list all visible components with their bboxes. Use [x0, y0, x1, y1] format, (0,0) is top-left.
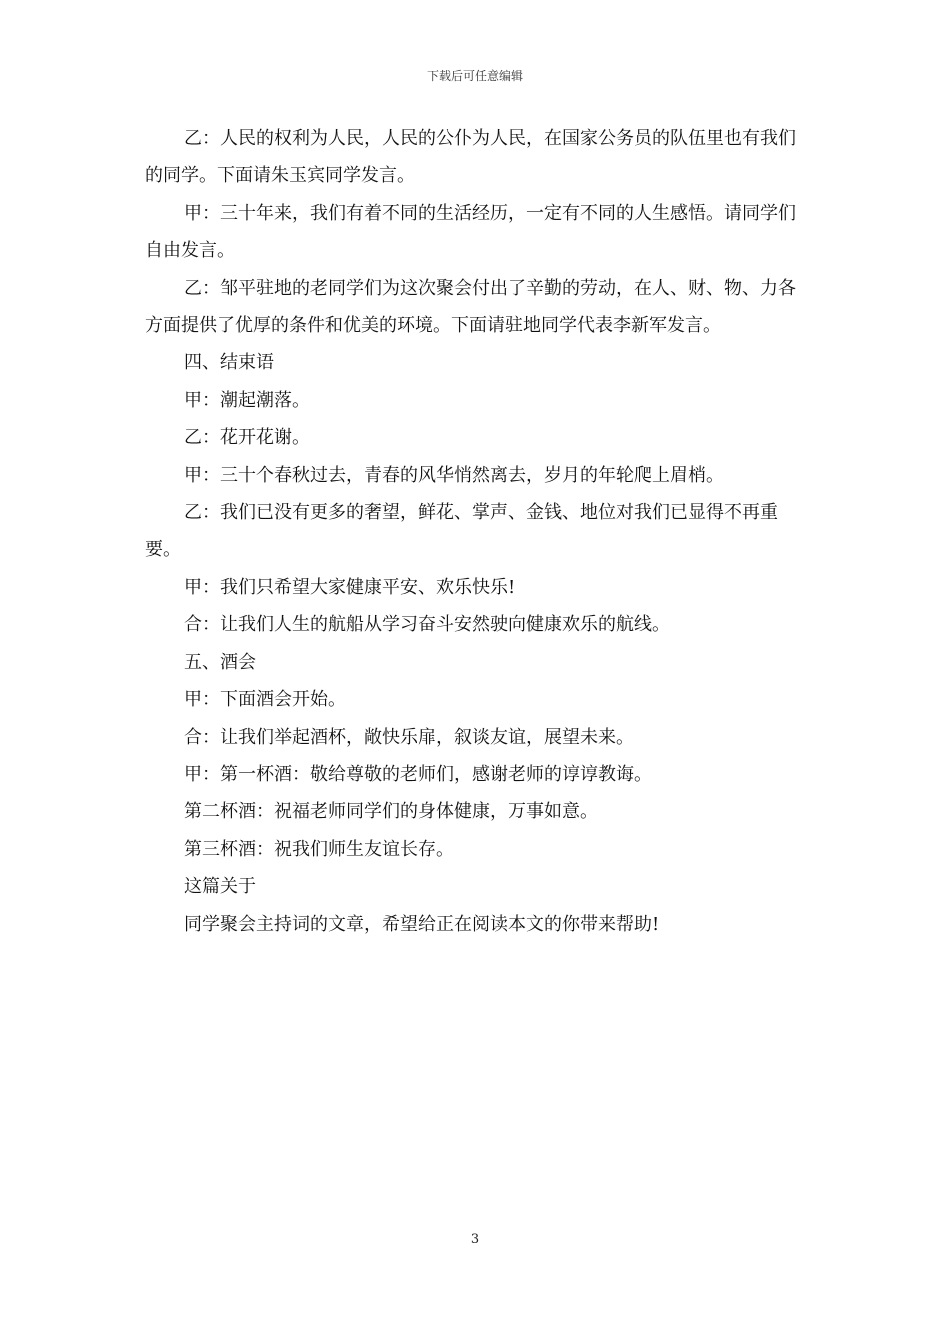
page-number: 3	[470, 1232, 480, 1247]
paragraph: 同学聚会主持词的文章，希望给正在阅读本文的你带来帮助!	[184, 913, 660, 935]
paragraph: 乙：邹平驻地的老同学们为这次聚会付出了辛勤的劳动，在人、财、物、力各方面提供了优厚的条件和优美的环境。下面请驻地同学代表李新军发言。	[145, 277, 796, 337]
paragraph: 甲：三十年来，我们有着不同的生活经历，一定有不同的人生感悟。请同学们自由发言。	[145, 202, 796, 262]
paragraph: 甲：潮起潮落。	[184, 389, 310, 411]
paragraph: 合：让我们人生的航船从学习奋斗安然驶向健康欢乐的航线。	[184, 614, 670, 636]
paragraph: 合：让我们举起酒杯，敞快乐扉，叙谈友谊，展望未来。	[184, 726, 634, 748]
paragraph: 第三杯酒：祝我们师生友谊长存。	[184, 838, 454, 860]
paragraph: 乙：花开花谢。	[184, 427, 310, 449]
paragraph: 甲：我们只希望大家健康平安、欢乐快乐!	[184, 576, 516, 598]
paragraph: 乙：人民的权利为人民，人民的公仆为人民，在国家公务员的队伍里也有我们的同学。下面请朱玉宾同学发言。	[145, 128, 796, 187]
paragraph: 乙：我们已没有更多的奢望，鲜花、掌声、金钱、地位对我们已显得不再重要。	[145, 502, 778, 561]
paragraph: 这篇关于	[184, 876, 256, 898]
section-heading: 五、酒会	[184, 651, 256, 673]
paragraph: 第二杯酒：祝福老师同学们的身体健康，万事如意。	[184, 801, 598, 823]
page-header: 下载后可任意编辑	[426, 69, 523, 83]
paragraph: 甲：三十个春秋过去，青春的风华悄然离去，岁月的年轮爬上眉梢。	[184, 464, 724, 486]
paragraph: 甲：第一杯酒：敬给尊敬的老师们，感谢老师的谆谆教诲。	[184, 763, 652, 785]
section-heading: 四、结束语	[184, 352, 274, 374]
document-body	[145, 120, 810, 943]
paragraph: 甲：下面酒会开始。	[184, 689, 346, 711]
